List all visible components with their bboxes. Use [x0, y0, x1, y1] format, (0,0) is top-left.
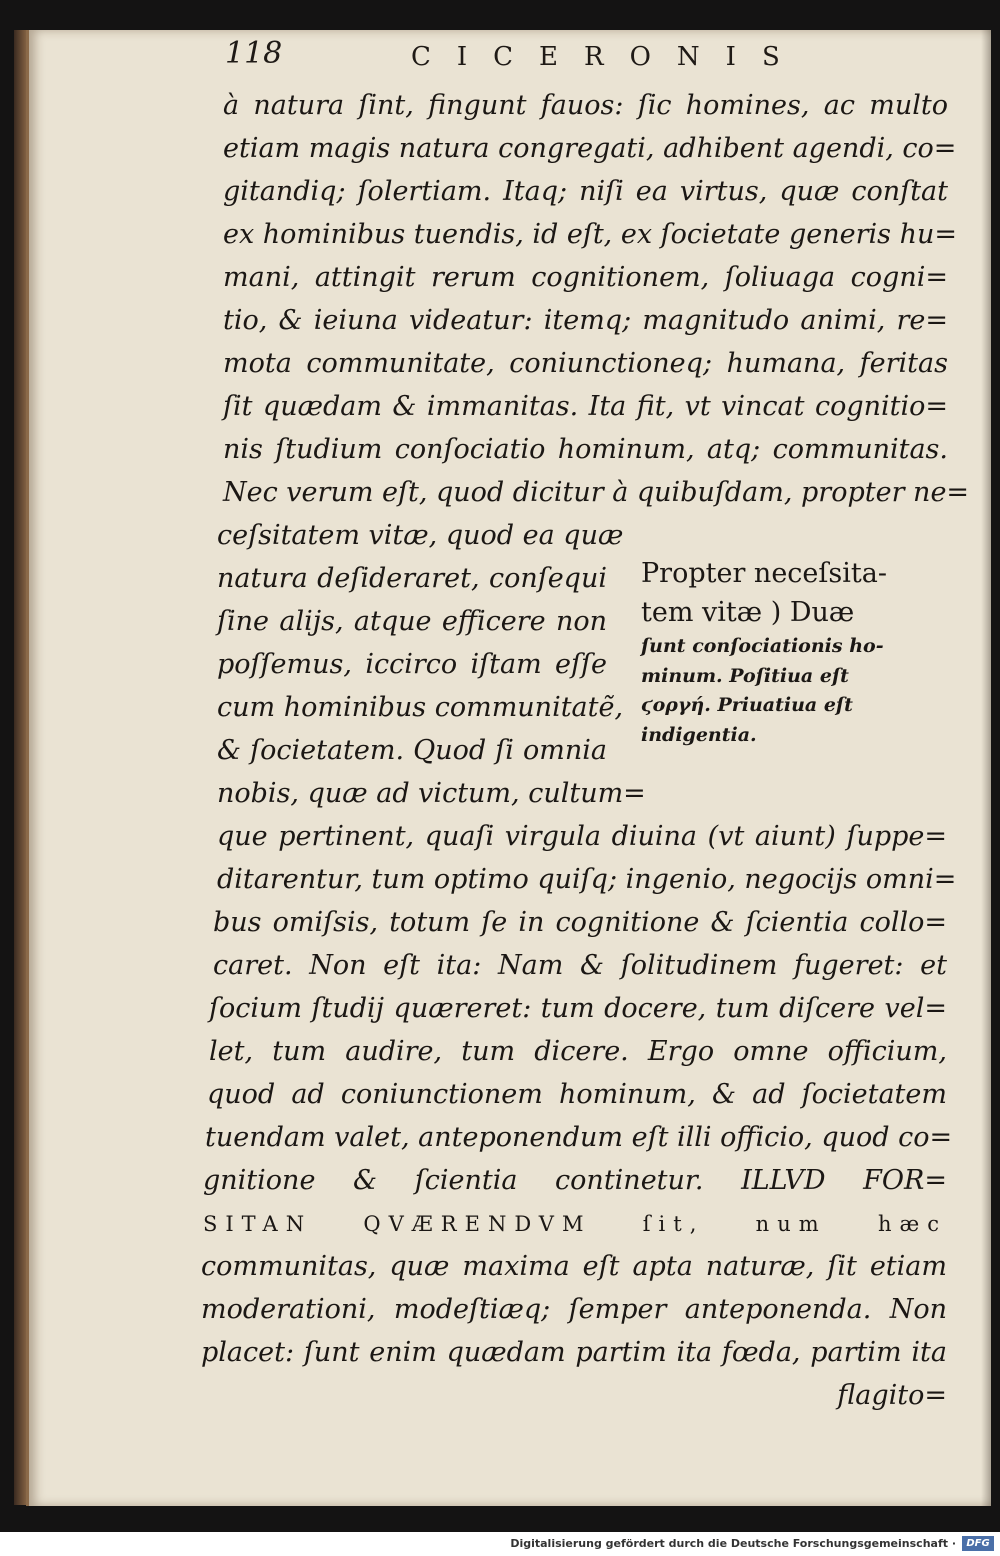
page-number: 118: [225, 36, 283, 71]
text-line: ex hominibus tuendis, id eſt, ex ſocietate generis hu=: [223, 219, 957, 250]
text-line: nobis, quæ ad victum, cultum=: [217, 778, 646, 809]
text-line: etiam magis natura congregati, adhibent agendi, co=: [223, 133, 957, 164]
text-line: bus omiſsis, totum ſe in cognitione & ſcientia collo=: [213, 907, 947, 938]
text-line: ſine alijs, atque efficere non: [217, 606, 607, 637]
marginal-note-line: indigentia.: [641, 723, 757, 746]
text-line: tio, & ieiuna videatur: itemq; magnitudo animi, re=: [223, 305, 948, 336]
marginal-note-heading: tem vitæ ) Duæ: [641, 597, 855, 629]
text-line: Nec verum eſt, quod dicitur à quibuſdam, propter ne=: [223, 477, 970, 508]
text-line: gnitione & ſcientia continetur. ILLVD FOR=: [203, 1165, 947, 1196]
text-line: let, tum audire, tum dicere. Ergo omne officium,: [209, 1036, 947, 1067]
text-line: placet: ſunt enim quædam partim ita fœda, partim ita: [201, 1337, 947, 1368]
text-line: ſocium ſtudij quæreret: tum docere, tum diſcere vel=: [209, 993, 947, 1024]
running-head: [225, 36, 985, 76]
text-line: caret. Non eſt ita: Nam & ſolitudinem fugeret: et: [213, 950, 947, 981]
text-line: moderationi, modeſtiæq; ſemper anteponenda. Non: [201, 1294, 947, 1325]
text-line: quod ad coniunctionem hominum, & ad ſocietatem: [207, 1079, 947, 1110]
text-line: cum hominibus communitatẽ,: [217, 692, 624, 723]
page-gutter-shade: [981, 30, 991, 1506]
text-line: ditarentur, tum optimo quiſq; ingenio, negocijs omni=: [217, 864, 957, 895]
text-line: que pertinent, quaſi virgula diuina (vt aiunt) ſuppe=: [217, 821, 947, 852]
digitization-footer: [0, 1532, 1000, 1556]
text-line: mota communitate, coniunctioneq; humana, feritas: [223, 348, 948, 379]
text-line: ceſsitatem vitæ, quod ea quæ: [217, 520, 624, 551]
text-line: gitandiq; ſolertiam. Itaq; niſi ea virtus, quæ conſtat: [223, 176, 948, 207]
text-line: tuendam valet, anteponendum eſt illi officio, quod co=: [205, 1122, 953, 1153]
text-line: mani, attingit rerum cognitionem, ſoliuaga cogni=: [223, 262, 948, 293]
running-head-title: CICERONIS: [411, 42, 806, 72]
text-line: & ſocietatem. Quod ſi omnia: [217, 735, 607, 766]
text-line: ſit quædam & immanitas. Ita fit, vt vincat cognitio=: [223, 391, 948, 422]
catchword: flagito=: [837, 1380, 947, 1411]
text-line: communitas, quæ maxima eſt apta naturæ, ſit etiam: [201, 1251, 947, 1282]
book-page: [26, 30, 991, 1506]
text-line: poſſemus, iccirco iſtam eſſe: [217, 649, 607, 680]
text-line: SITAN QVÆRENDVM ſit, num hæc: [203, 1212, 947, 1236]
funding-credit: Digitalisierung gefördert durch die Deutsche Forschungsgemeinschaft ·: [510, 1537, 956, 1550]
marginal-note-heading: Propter neceſsita-: [641, 558, 887, 589]
marginal-note-line: ϛοργή. Priuatiua eſt: [641, 694, 853, 717]
marginal-note-line: minum. Poſitiua eſt: [641, 664, 849, 687]
text-line: à natura ſint, fingunt fauos: ſic homines, ac multo: [223, 90, 948, 121]
dfg-logo: DFG: [962, 1536, 994, 1551]
marginal-note: [641, 554, 941, 750]
text-line: nis ſtudium conſociatio hominum, atq; communitas.: [223, 434, 948, 465]
text-line: natura deſideraret, conſequi: [217, 563, 607, 594]
marginal-note-line: ſunt conſociationis ho-: [641, 635, 884, 658]
